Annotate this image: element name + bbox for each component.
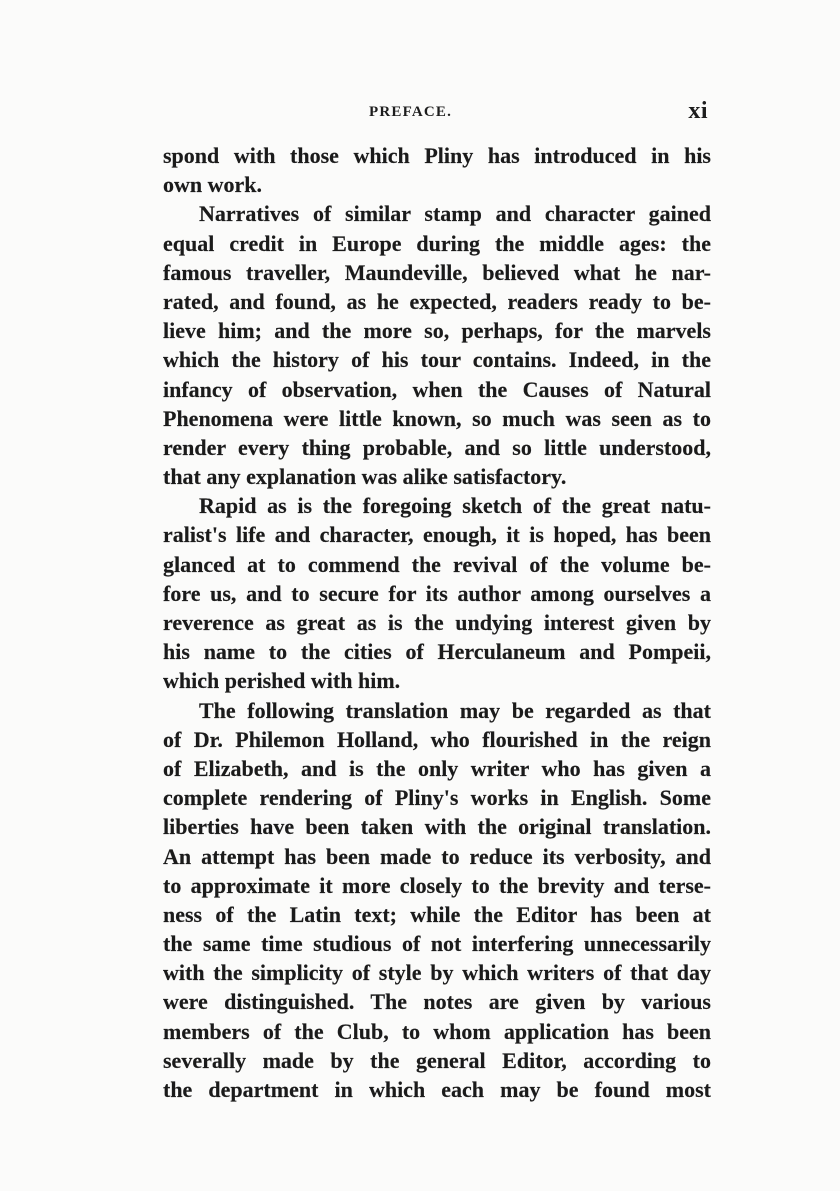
text-line: members of the Club, to whom application has been bbox=[163, 1018, 711, 1044]
page-number: xi bbox=[688, 98, 708, 124]
text-line: severally made by the general Editor, according to bbox=[163, 1047, 711, 1073]
text-line: to approximate it more closely to the brevity and terse- bbox=[163, 872, 711, 898]
text-line: An attempt has been made to reduce its verbosity, and bbox=[163, 843, 711, 869]
text-line: Rapid as is the foregoing sketch of the great natu- bbox=[199, 493, 711, 519]
running-head bbox=[163, 100, 711, 130]
text-line: rated, and found, as he expected, readers ready to be- bbox=[163, 288, 711, 314]
body-text bbox=[163, 141, 711, 1104]
text-line: spond with those which Pliny has introduced in his bbox=[163, 143, 711, 168]
text-line: liberties have been taken with the original translation. bbox=[163, 814, 711, 840]
text-line: the same time studious of not interfering unnecessarily bbox=[163, 931, 711, 957]
text-line: Narratives of similar stamp and character gained bbox=[199, 201, 711, 227]
text-line: fore us, and to secure for its author among ourselves a bbox=[163, 580, 711, 606]
text-line: ralist's life and character, enough, it is hoped, has been bbox=[163, 522, 711, 548]
running-head-title: PREFACE. bbox=[369, 104, 453, 120]
text-line: of Dr. Philemon Holland, who flourished in the reign bbox=[163, 726, 711, 752]
text-line: with the simplicity of style by which writers of that day bbox=[163, 960, 711, 986]
text-line: glanced at to commend the revival of the volume be- bbox=[163, 551, 711, 577]
text-line: reverence as great as is the undying interest given by bbox=[163, 610, 711, 635]
text-line: of Elizabeth, and is the only writer who has given a bbox=[163, 755, 711, 781]
text-line: Phenomena were little known, so much was seen as to bbox=[163, 405, 711, 431]
text-line: complete rendering of Pliny's works in English. Some bbox=[163, 785, 711, 811]
text-line: that any explanation was alike satisfactory. bbox=[163, 464, 567, 490]
text-line: equal credit in Europe during the middle ages: the bbox=[163, 230, 711, 256]
text-line: ness of the Latin text; while the Editor has been at bbox=[163, 901, 711, 927]
text-line: render every thing probable, and so little understood, bbox=[163, 434, 711, 460]
text-line: his name to the cities of Herculaneum and Pompeii, bbox=[163, 639, 711, 665]
text-line: famous traveller, Maundeville, believed what he nar- bbox=[163, 259, 711, 285]
text-line: own work. bbox=[163, 172, 263, 198]
text-line: which the history of his tour contains. Indeed, in the bbox=[163, 347, 711, 373]
text-line: the department in which each may be found most bbox=[163, 1077, 711, 1102]
text-line: which perished with him. bbox=[163, 668, 401, 694]
text-line: were distinguished. The notes are given by various bbox=[163, 989, 711, 1015]
text-line: infancy of observation, when the Causes of Natural bbox=[163, 376, 711, 402]
text-line: lieve him; and the more so, perhaps, for the marvels bbox=[163, 318, 711, 344]
text-line: The following translation may be regarded as that bbox=[199, 697, 711, 723]
